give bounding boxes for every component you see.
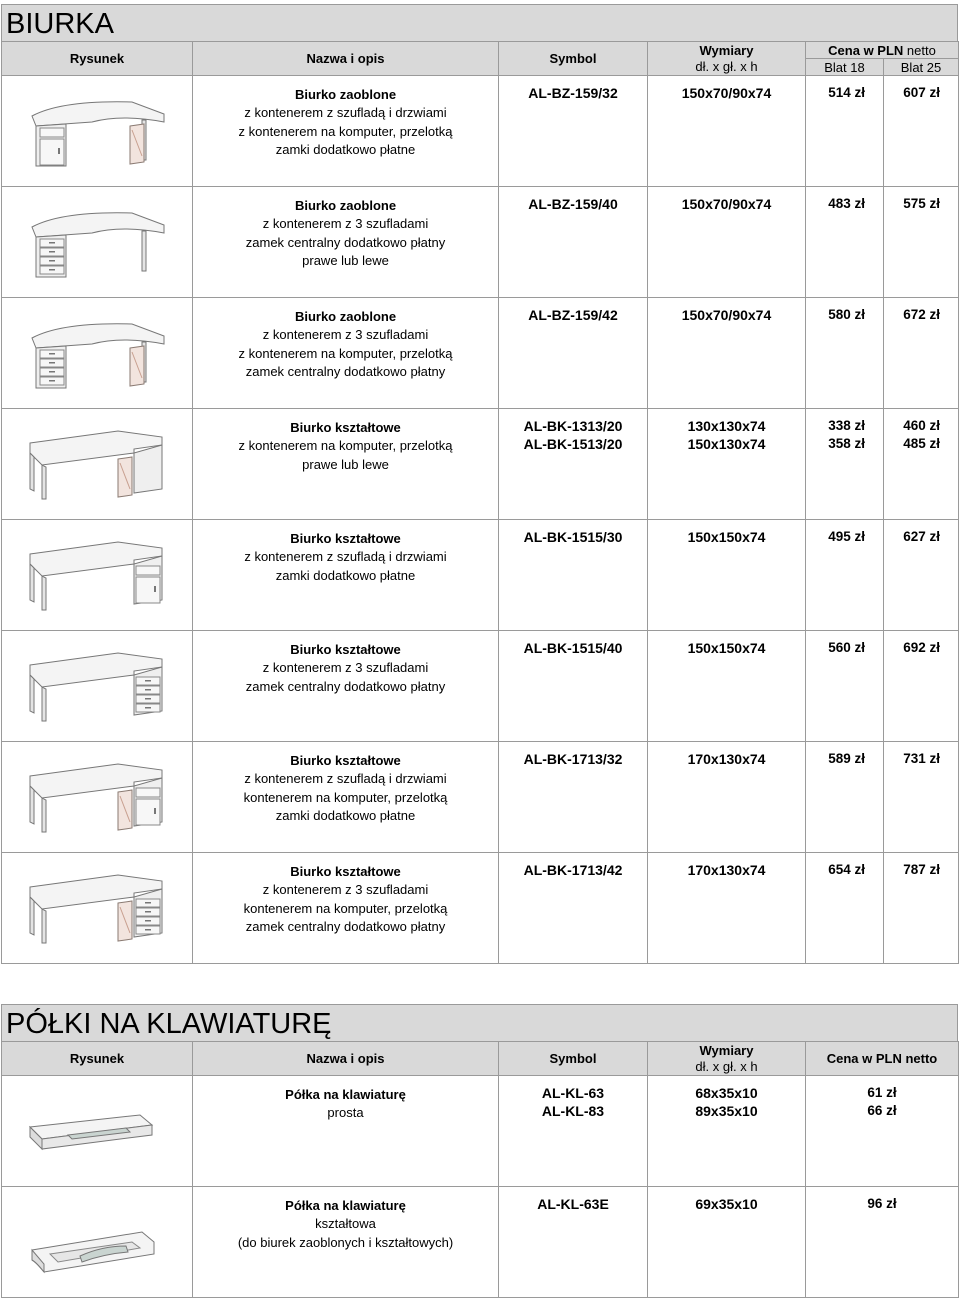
product-description: zamki dodatkowo płatne [275, 142, 416, 157]
product-name: Biurko zaoblone [294, 87, 397, 102]
header-blat18: Blat 18 [806, 59, 884, 76]
table-row [2, 742, 959, 853]
product-drawing [2, 187, 193, 298]
product-name: Biurko zaoblone [294, 309, 397, 324]
product-description: kontenerem na komputer, przelotką [243, 789, 448, 805]
price-blat18: 654 zł [828, 862, 865, 877]
product-name: Biurko kształtowe [290, 531, 401, 546]
product-description: prawe lub lewe [302, 456, 389, 472]
price-blat18: 495 zł [828, 529, 865, 544]
table-row [2, 631, 959, 742]
product-symbol: AL-BK-1515/30 [523, 529, 623, 545]
header-rysunek: Rysunek [2, 1042, 193, 1076]
header-wymiary-sub: dł. x gł. x h [648, 59, 806, 76]
header-wymiary: Wymiary [648, 1042, 806, 1059]
product-description: z kontenerem na komputer, przelotką [238, 123, 453, 139]
product-dimensions: 150x70/90x74 [681, 307, 772, 323]
product-description: z kontenerem z 3 szufladami [262, 327, 429, 342]
product-description: zamek centralny dodatkowo płatny [245, 678, 446, 694]
product-symbol: AL-BZ-159/40 [528, 196, 618, 212]
product-drawing [2, 409, 193, 520]
keyboard-shelf-straight-icon [2, 1091, 192, 1171]
price-blat25: 485 zł [903, 436, 941, 451]
product-dimensions: 150x150x74 [687, 640, 766, 656]
product-symbol: AL-BK-1713/42 [523, 862, 623, 878]
product-description: zamki dodatkowo płatne [275, 808, 416, 823]
product-dimensions: 150x150x74 [687, 529, 766, 545]
product-name: Biurko kształtowe [290, 864, 401, 879]
product-drawing [2, 853, 193, 964]
price-blat25: 787 zł [903, 862, 941, 877]
price-blat18: 560 zł [828, 640, 865, 655]
curved-desk-drawers-icon [2, 201, 192, 283]
price-blat25: 731 zł [903, 751, 941, 766]
header-symbol: Symbol [499, 42, 648, 76]
product-drawing [2, 76, 193, 187]
price-blat25: 575 zł [903, 196, 941, 211]
table-row [2, 187, 959, 298]
price-blat25: 460 zł [903, 418, 941, 433]
price-blat18: 514 zł [828, 85, 865, 100]
table-row [2, 1187, 959, 1298]
product-description: kształtowa [315, 1216, 376, 1231]
product-symbol: AL-BZ-159/42 [528, 307, 618, 323]
product-description: zamek centralny dodatkowo płatny [245, 364, 446, 379]
price-blat25: 672 zł [903, 307, 941, 322]
corner-desk-cabinet-icon [2, 534, 192, 616]
table-row [2, 520, 959, 631]
header-cena-label: Cena w PLN [828, 42, 904, 58]
header-wymiary-sub: dł. x gł. x h [648, 1059, 806, 1076]
price-blat25: 627 zł [903, 529, 941, 544]
product-name: Biurko kształtowe [290, 420, 401, 435]
product-symbol: AL-BK-1515/40 [523, 640, 623, 656]
corner-desk-cabinet-computer-icon [2, 756, 192, 838]
price-blat25: 607 zł [903, 85, 941, 100]
price: 66 zł [867, 1103, 897, 1118]
keyboard-shelves-price-table [1, 1041, 959, 1298]
product-symbol: AL-KL-83 [541, 1103, 605, 1119]
product-drawing [2, 1187, 193, 1298]
price: 96 zł [867, 1196, 897, 1211]
curved-desk-drawers-computer-icon [2, 312, 192, 394]
product-dimensions: 170x130x74 [687, 862, 766, 878]
header-wymiary: Wymiary [648, 42, 806, 59]
header-rysunek: Rysunek [2, 42, 193, 76]
product-description: z kontenerem z szufladą i drzwiami [244, 771, 447, 786]
corner-desk-drawers-computer-icon [2, 867, 192, 949]
product-name: Biurko zaoblone [294, 198, 397, 213]
product-dimensions: 150x70/90x74 [681, 196, 772, 212]
product-dimensions: 69x35x10 [695, 1196, 758, 1212]
section-title-biurka: BIURKA [1, 4, 958, 44]
section-title-polki: PÓŁKI NA KLAWIATURĘ [1, 1004, 958, 1044]
header-cena-suffix: netto [906, 42, 936, 58]
product-description: z kontenerem z 3 szufladami [262, 660, 429, 675]
price: 61 zł [867, 1085, 897, 1100]
desks-price-table [1, 41, 959, 964]
product-dimensions: 150x130x74 [687, 436, 766, 452]
product-name: Biurko kształtowe [290, 753, 401, 768]
price-blat25: 692 zł [903, 640, 941, 655]
header-nazwa: Nazwa i opis [193, 1042, 499, 1076]
product-description: prosta [327, 1105, 364, 1120]
product-drawing [2, 298, 193, 409]
table-row [2, 76, 959, 187]
product-description: (do biurek zaoblonych i kształtowych) [237, 1234, 454, 1250]
product-description: z kontenerem z szufladą i drzwiami [244, 549, 447, 564]
product-description: z kontenerem z 3 szufladami [262, 882, 429, 897]
product-drawing [2, 742, 193, 853]
product-description: z kontenerem na komputer, przelotką [238, 345, 453, 361]
header-symbol: Symbol [499, 1042, 648, 1076]
price-blat18: 589 zł [828, 751, 865, 766]
header-cena: Cena w PLN netto [806, 1042, 959, 1076]
table-row [2, 853, 959, 964]
table-row [2, 1076, 959, 1187]
product-symbol: AL-BK-1713/32 [523, 751, 623, 767]
product-description: z kontenerem na komputer, przelotką [238, 438, 453, 453]
product-symbol: AL-BK-1313/20 [523, 418, 623, 434]
price-blat18: 483 zł [828, 196, 865, 211]
product-description: z kontenerem z 3 szufladami [262, 216, 429, 231]
price-blat18: 358 zł [828, 436, 865, 451]
product-symbol: AL-BK-1513/20 [523, 436, 623, 452]
price-blat18: 580 zł [828, 307, 865, 322]
product-drawing [2, 520, 193, 631]
product-description: kontenerem na komputer, przelotką [243, 900, 448, 916]
product-description: zamek centralny dodatkowo płatny [245, 234, 446, 250]
product-description: z kontenerem z szufladą i drzwiami [244, 105, 447, 120]
header-nazwa: Nazwa i opis [193, 42, 499, 76]
product-description: zamki dodatkowo płatne [275, 567, 416, 583]
product-name: Biurko kształtowe [290, 642, 401, 657]
price-blat18: 338 zł [828, 418, 865, 433]
product-name: Półka na klawiaturę [285, 1087, 406, 1102]
keyboard-shelf-shaped-icon [2, 1202, 192, 1282]
product-symbol: AL-KL-63 [541, 1085, 605, 1101]
product-drawing [2, 1076, 193, 1187]
header-cena [806, 42, 959, 59]
product-symbol: AL-KL-63E [537, 1196, 609, 1212]
corner-desk-drawers-icon [2, 645, 192, 727]
product-name: Półka na klawiaturę [285, 1198, 406, 1213]
header-blat25: Blat 25 [884, 59, 959, 76]
product-dimensions: 68x35x10 [695, 1085, 758, 1101]
product-symbol: AL-BZ-159/32 [528, 85, 618, 101]
product-drawing [2, 631, 193, 742]
product-dimensions: 170x130x74 [687, 751, 766, 767]
product-description: zamek centralny dodatkowo płatny [245, 919, 446, 934]
product-dimensions: 130x130x74 [687, 418, 766, 434]
curved-desk-cabinet-computer-icon [2, 90, 192, 172]
product-dimensions: 150x70/90x74 [681, 85, 772, 101]
corner-desk-computer-icon [2, 423, 192, 505]
product-description: prawe lub lewe [302, 253, 389, 268]
product-dimensions: 89x35x10 [695, 1103, 758, 1119]
table-row [2, 409, 959, 520]
table-row [2, 298, 959, 409]
